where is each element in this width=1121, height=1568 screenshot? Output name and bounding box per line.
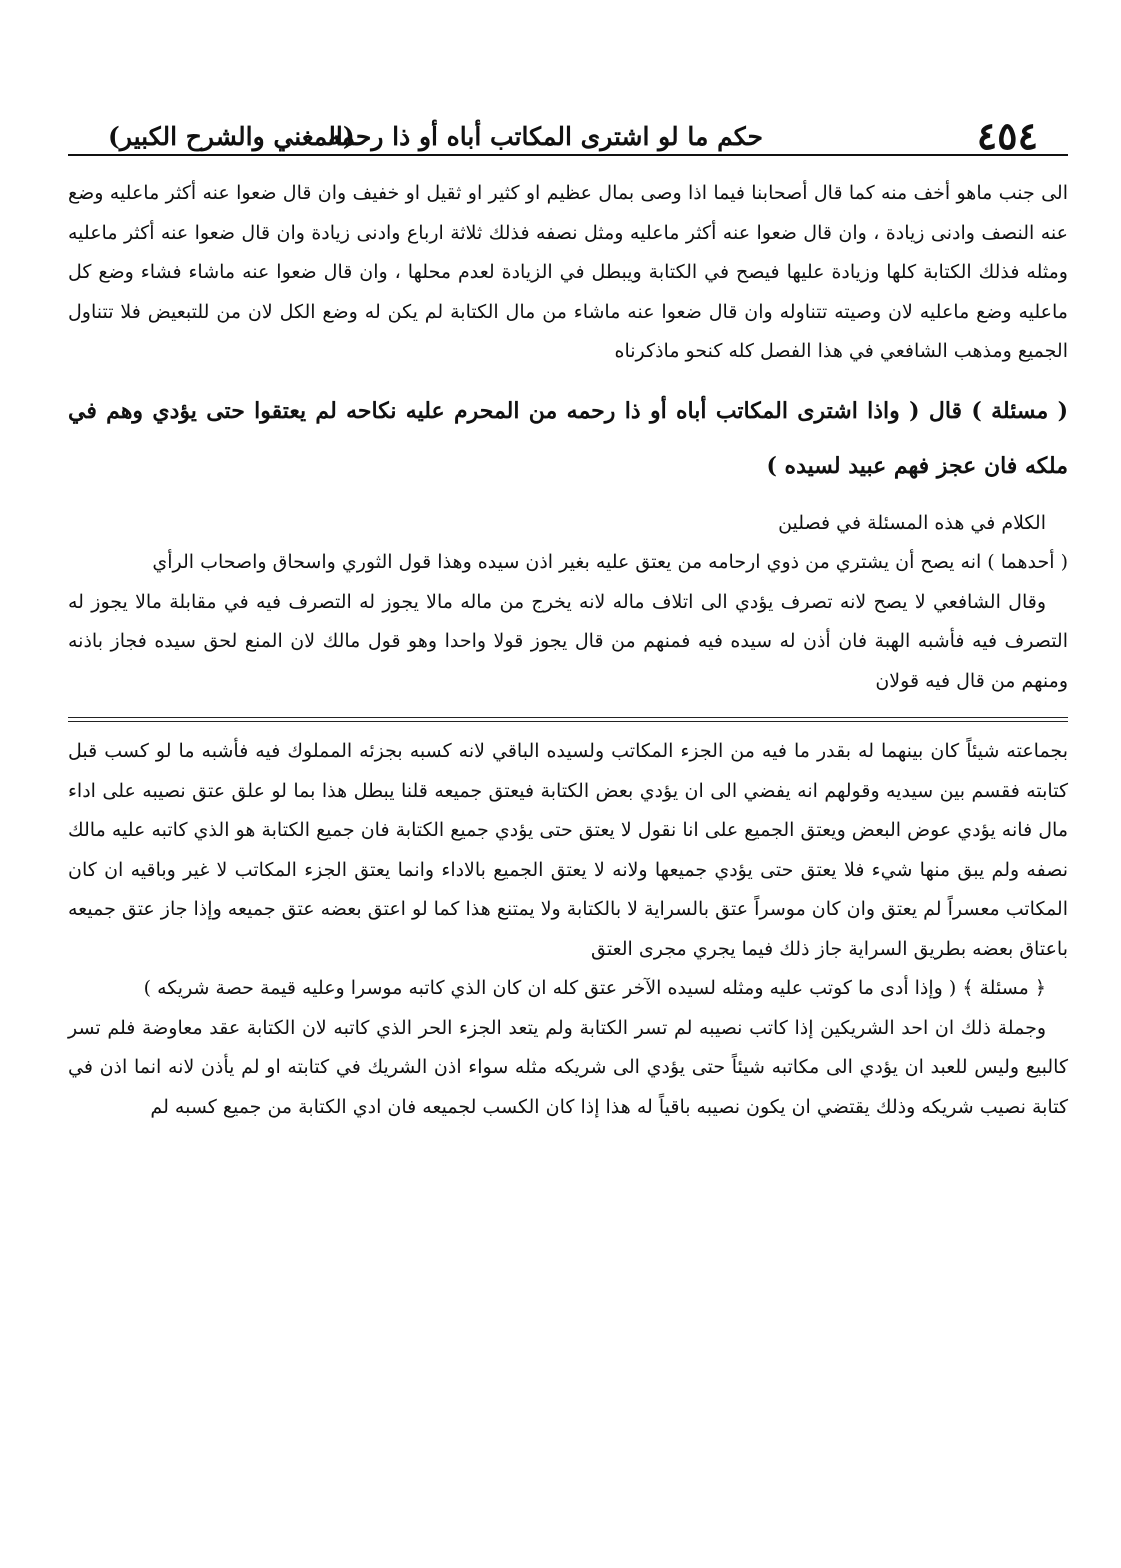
page-number: ٤٥٤ (976, 113, 1038, 158)
section-divider (68, 717, 1068, 722)
main-paragraph: ( أحدهما ) انه يصح أن يشتري من ذوي ارحامه من يعتق عليه بغير اذن سيده وهذا قول الثوري واسحاق واصحاب الرأي (152, 551, 1068, 573)
commentary-paragraph: بجماعته شيئاً كان بينهما له بقدر ما فيه من الجزء المكاتب ولسيده الباقي لانه كسبه بجزئه المملوك فيه فأشبه ما لو كسب قبل كتابته فقسم بين سيديه وقولهم انه يفضي الى ان يؤدي بعض الكتابة فيعتق جميعه قلنا يبطل هذا بما لو علق عتق نصيبه على اداء مال فانه يؤدي عوض البعض ويعتق الجميع على انا نقول لا يعتق حتى يؤدي جميع الكتابة فان جميع الكتابة هو الذي كاتبه عليه مالك نصفه ولم يبق منها شيء فلا يعتق حتى يؤدي جميعها ولانه لا يعتق الجميع بالاداء وانما يعتق الجزء المكاتب لا غير وباقيه ان كان المكاتب معسراً لم يعتق وان كان موسراً عتق بالسراية لا بالكتابة ولا يمتنع هذا كما لو اعتق بعضه عتق جميعه وإذا جاز عتق جميعه باعتاق بعضه بطريق السراية جاز ذلك فيما يجري مجرى العتق (68, 740, 1068, 960)
commentary-paragraph: وجملة ذلك ان احد الشريكين إذا كاتب نصيبه لم تسر الكتابة ولم يتعد الجزء الحر الذي كاتبه لان الكتابة عقد معاوضة فلم تسر كالبيع وليس للعبد ان يؤدي الى مكاتبه شيئاً حتى يؤدي الى شريكه مثله سواء اذن الشريك في كتابته او لم يأذن لانه انما اذن في كتابة نصيب شريكه وذلك يقتضي ان يكون نصيبه باقياً له هذا إذا كان الكسب لجميعه فان ادي الكتابة من جميع كسبه لم (68, 1016, 1068, 1118)
book-title: (المغني والشرح الكبير) (108, 122, 355, 151)
running-title: حكم ما لو اشترى المكاتب أباه أو ذا رحمه (328, 122, 763, 151)
masala-heading: ( مسئلة ) قال ( واذا اشترى المكاتب أباه أو ذا رحمه من المحرم عليه نكاحه لم يعتقوا حتى يؤدي وهم في ملكه فان عجز فهم عبيد لسيده ) (68, 397, 1068, 479)
page-header (68, 100, 1068, 158)
commentary-masala: ﴿ مسئلة ﴾ ( وإذا أدى ما كوتب عليه ومثله لسيده الآخر عتق كله ان كان الذي كاتبه موسرا وعليه قيمة حصة شريكه ) (143, 977, 1046, 999)
document-page (68, 100, 1068, 1127)
main-paragraph: الكلام في هذه المسئلة في فصلين (778, 511, 1046, 534)
header-rule (68, 154, 1068, 156)
main-paragraph: وقال الشافعي لا يصح لانه تصرف يؤدي الى اتلاف ماله لانه يخرج من ماله مالا يجوز له التصرف فيه في مقابلة مالا يجوز له التصرف فيه فأشبه الهبة فان أذن له سيده فيه فمنهم من قال يجوز قولا واحدا وهو قول مالك لان المنع لحق سيده فجاز باذنه ومنهم من قال فيه قولان (68, 590, 1068, 692)
commentary-text (68, 732, 1068, 1127)
main-paragraph: الى جنب ماهو أخف منه كما قال أصحابنا فيما اذا وصى بمال عظيم او كثير او ثقيل او خفيف وان قال ضعوا عنه أكثر ماعليه وضع عنه النصف وادنى زيادة ، وان قال ضعوا عنه أكثر ماعليه ومثل نصفه فذلك ثلاثة ارباع وادنى زيادة وان قال ضعوا عنه أكثر ماعليه ومثله فذلك الكتابة كلها وزيادة عليها فيصح في الكتابة ويبطل في الزيادة لعدم محلها ، وان قال ضعوا عنه ماشاء فشاء وضع كل ماعليه وضع ماعليه لان وصيته تتناوله وان قال ضعوا عنه ماشاء من مال الكتابة لم يكن له وضع الكل لان من للتبعيض فلا تتناول الجميع ومذهب الشافعي في هذا الفصل كله كنحو ماذكرناه (68, 182, 1068, 362)
main-text (68, 174, 1068, 701)
